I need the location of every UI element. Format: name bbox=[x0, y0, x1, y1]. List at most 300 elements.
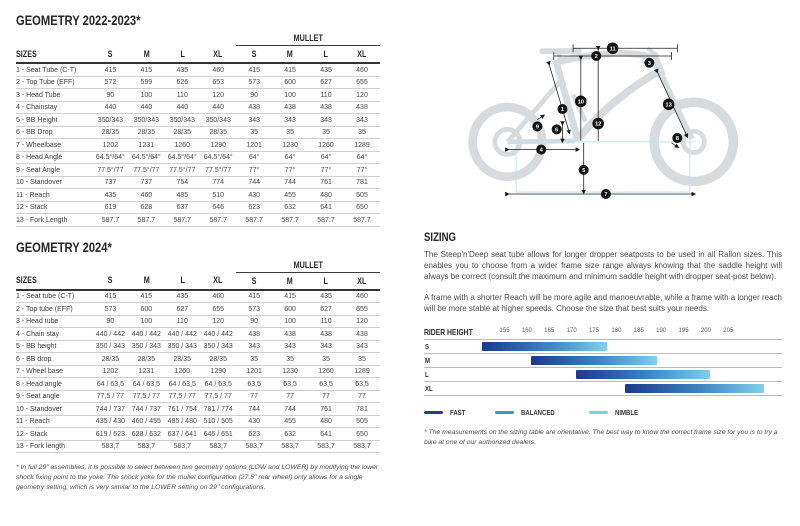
value-cell: 77,5 / 77 bbox=[164, 390, 200, 403]
value-cell: 64.5°/64° bbox=[164, 151, 200, 164]
value-cell: 90 bbox=[92, 89, 128, 102]
value-cell: 430 bbox=[236, 415, 272, 428]
value-cell: 77 bbox=[344, 390, 380, 403]
svg-text:4: 4 bbox=[539, 147, 543, 154]
row-label: 13 - Fork Length bbox=[16, 214, 92, 227]
value-cell: 64° bbox=[344, 151, 380, 164]
value-cell: 737 bbox=[128, 176, 164, 189]
value-cell: 435 bbox=[308, 63, 344, 76]
value-cell: 35 bbox=[272, 353, 308, 366]
value-cell: 64° bbox=[308, 151, 344, 164]
value-cell: 761 bbox=[308, 403, 344, 416]
geometry-table-2022-2023 bbox=[16, 32, 380, 227]
value-cell: 350/343 bbox=[200, 114, 236, 127]
value-cell: 64° bbox=[236, 151, 272, 164]
svg-text:2: 2 bbox=[594, 54, 598, 61]
value-cell: 28/35 bbox=[92, 126, 128, 139]
table-row bbox=[16, 440, 380, 453]
value-cell: 28/35 bbox=[200, 126, 236, 139]
value-cell: 77 bbox=[308, 390, 344, 403]
value-cell: 343 bbox=[236, 340, 272, 353]
table-row bbox=[16, 214, 380, 227]
value-cell: 343 bbox=[236, 114, 272, 127]
value-cell: 28/35 bbox=[128, 353, 164, 366]
size-header-row bbox=[16, 272, 380, 290]
value-cell: 646 bbox=[200, 201, 236, 214]
value-cell: 587.7 bbox=[200, 214, 236, 227]
value-cell: 653 bbox=[200, 76, 236, 89]
value-cell: 744 bbox=[272, 403, 308, 416]
value-cell: 343 bbox=[344, 340, 380, 353]
row-label: 10 - Standover bbox=[16, 403, 92, 416]
table-row bbox=[16, 176, 380, 189]
value-cell: 655 bbox=[344, 76, 380, 89]
value-cell: 583,7 bbox=[164, 440, 200, 453]
value-cell: 583,7 bbox=[92, 440, 128, 453]
row-label: 6 - BB drop bbox=[16, 353, 92, 366]
table-row bbox=[16, 164, 380, 177]
sizing-heading-text: SIZING bbox=[424, 230, 457, 244]
chart-row-M bbox=[424, 354, 782, 368]
value-cell: 460 bbox=[128, 189, 164, 202]
value-cell: 435 bbox=[164, 63, 200, 76]
value-cell: 761 bbox=[308, 176, 344, 189]
value-cell: 350 / 343 bbox=[128, 340, 164, 353]
size-range-bar bbox=[625, 384, 764, 393]
value-cell: 587.7 bbox=[128, 214, 164, 227]
value-cell: 350 / 343 bbox=[92, 340, 128, 353]
value-cell: 415 bbox=[92, 290, 128, 303]
value-cell: 415 bbox=[236, 290, 272, 303]
value-cell: 1201 bbox=[236, 139, 272, 152]
value-cell: 1202 bbox=[92, 139, 128, 152]
value-cell: 28/35 bbox=[164, 353, 200, 366]
chart-tick: 195 bbox=[678, 327, 689, 334]
dimension-badge-5 bbox=[579, 165, 589, 175]
value-cell: 1260 bbox=[308, 365, 344, 378]
chart-row-L bbox=[424, 368, 782, 382]
value-cell: 350/343 bbox=[128, 114, 164, 127]
value-cell: 90 bbox=[236, 89, 272, 102]
value-cell: 781 / 774 bbox=[200, 403, 236, 416]
value-cell: 455 bbox=[272, 415, 308, 428]
value-cell: 64 / 63,5 bbox=[200, 378, 236, 391]
row-label: 8 - Head Angle bbox=[16, 151, 92, 164]
value-cell: 350 / 343 bbox=[164, 340, 200, 353]
value-cell: 440 / 442 bbox=[164, 328, 200, 341]
value-cell: 744 bbox=[236, 403, 272, 416]
value-cell: 619 / 623 bbox=[92, 428, 128, 441]
size-range-bar bbox=[482, 342, 607, 351]
value-cell: 110 bbox=[308, 89, 344, 102]
size-col-header: L bbox=[164, 46, 200, 64]
value-cell: 505 bbox=[344, 189, 380, 202]
geometry-footnote: * In full 29" assemblies, it is possible to select between two geometry options (LOW and LOWER) by modifying the lower shock fixing point to the yoke. The shock yoke for the mullet configuration (27.5" rear wheel) only allows for a single geometry setting, which is very similar to the LOWER setting on 29" configurations. bbox=[16, 464, 379, 492]
value-cell: 637 bbox=[164, 201, 200, 214]
svg-text:12: 12 bbox=[594, 121, 602, 128]
value-cell: 438 bbox=[308, 328, 344, 341]
value-cell: 28/35 bbox=[164, 126, 200, 139]
table-row bbox=[16, 428, 380, 441]
value-cell: 28/35 bbox=[128, 126, 164, 139]
value-cell: 455 bbox=[272, 189, 308, 202]
row-label: 3 - Head Tube bbox=[16, 89, 92, 102]
value-cell: 64 / 63,5 bbox=[92, 378, 128, 391]
value-cell: 600 bbox=[272, 76, 308, 89]
value-cell: 77° bbox=[236, 164, 272, 177]
dimension-badge-1 bbox=[557, 104, 567, 114]
value-cell: 480 bbox=[308, 189, 344, 202]
table-row bbox=[16, 328, 380, 341]
value-cell: 587.7 bbox=[344, 214, 380, 227]
value-cell: 1290 bbox=[200, 365, 236, 378]
chart-tick: 170 bbox=[566, 327, 577, 334]
value-cell: 28/35 bbox=[200, 353, 236, 366]
value-cell: 77 bbox=[272, 390, 308, 403]
geometry-2024-title-text: GEOMETRY 2024* bbox=[16, 238, 112, 255]
row-label: 9 - Seat Angle bbox=[16, 164, 92, 177]
sizing-column bbox=[424, 0, 782, 448]
svg-text:9: 9 bbox=[535, 124, 539, 131]
svg-text:5: 5 bbox=[582, 168, 586, 175]
value-cell: 628 bbox=[128, 201, 164, 214]
value-cell: 63,5 bbox=[344, 378, 380, 391]
row-label: 1 - Seat tube (C-T) bbox=[16, 290, 92, 303]
value-cell: 781 bbox=[344, 403, 380, 416]
chart-header-row bbox=[424, 326, 782, 339]
sizing-section bbox=[424, 230, 782, 314]
value-cell: 350/343 bbox=[164, 114, 200, 127]
value-cell: 599 bbox=[128, 76, 164, 89]
size-col-header: S bbox=[92, 272, 128, 290]
chart-tick: 205 bbox=[723, 327, 734, 334]
value-cell: 1231 bbox=[128, 365, 164, 378]
row-label: 1 - Seat Tube (C-T) bbox=[16, 63, 92, 76]
value-cell: 110 bbox=[164, 89, 200, 102]
chart-row-label: M bbox=[425, 355, 430, 365]
value-cell: 619 bbox=[92, 201, 128, 214]
value-cell: 35 bbox=[344, 353, 380, 366]
value-cell: 100 bbox=[128, 89, 164, 102]
value-cell: 505 bbox=[344, 415, 380, 428]
dimension-badge-8 bbox=[672, 133, 682, 143]
value-cell: 627 bbox=[308, 76, 344, 89]
value-cell: 120 bbox=[344, 89, 380, 102]
value-cell: 350/343 bbox=[92, 114, 128, 127]
table-row bbox=[16, 315, 380, 328]
row-label: 12 - Stack bbox=[16, 428, 92, 441]
value-cell: 573 bbox=[92, 303, 128, 316]
value-cell: 35 bbox=[272, 126, 308, 139]
value-cell: 100 bbox=[128, 315, 164, 328]
dimension-badge-10 bbox=[575, 96, 587, 108]
value-cell: 415 bbox=[92, 63, 128, 76]
mullet-header-row bbox=[16, 32, 380, 46]
sizing-footnote: * The measurements on the sizing table are orientative. The best way to know the correct frame size for you is to try a bike at one of our authorized dealers. bbox=[424, 428, 778, 447]
row-label: 7 - Wheelbase bbox=[16, 139, 92, 152]
value-cell: 646 / 651 bbox=[200, 428, 236, 441]
table-row bbox=[16, 303, 380, 316]
value-cell: 100 bbox=[272, 89, 308, 102]
value-cell: 435 bbox=[164, 290, 200, 303]
row-label: 5 - BB Height bbox=[16, 114, 92, 127]
value-cell: 90 bbox=[236, 315, 272, 328]
table-row bbox=[16, 290, 380, 303]
value-cell: 415 bbox=[236, 63, 272, 76]
value-cell: 623 bbox=[236, 428, 272, 441]
value-cell: 35 bbox=[236, 126, 272, 139]
legend-label: NIMBLE bbox=[615, 407, 639, 417]
value-cell: 480 bbox=[308, 415, 344, 428]
value-cell: 1231 bbox=[128, 139, 164, 152]
value-cell: 35 bbox=[344, 126, 380, 139]
geometry-2022-2023-title bbox=[16, 12, 380, 28]
sizes-header: SIZES bbox=[16, 272, 92, 290]
value-cell: 120 bbox=[344, 315, 380, 328]
value-cell: 623 bbox=[236, 201, 272, 214]
value-cell: 415 bbox=[272, 63, 308, 76]
value-cell: 600 bbox=[272, 303, 308, 316]
row-label: 6 - BB Drop bbox=[16, 126, 92, 139]
size-col-header: XL bbox=[200, 272, 236, 290]
chart-title-text: RIDER HEIGHT bbox=[424, 326, 473, 337]
value-cell: 440 / 442 bbox=[128, 328, 164, 341]
value-cell: 650 bbox=[344, 201, 380, 214]
value-cell: 510 bbox=[200, 189, 236, 202]
table-row bbox=[16, 415, 380, 428]
size-col-header: M bbox=[272, 46, 308, 64]
value-cell: 110 bbox=[308, 315, 344, 328]
dimension-badge-11 bbox=[607, 42, 619, 54]
value-cell: 485 bbox=[164, 189, 200, 202]
size-col-header: XL bbox=[200, 46, 236, 64]
value-cell: 343 bbox=[272, 114, 308, 127]
table-row bbox=[16, 126, 380, 139]
value-cell: 587.7 bbox=[164, 214, 200, 227]
table-row bbox=[16, 76, 380, 89]
value-cell: 64.5°/64° bbox=[200, 151, 236, 164]
value-cell: 440 / 442 bbox=[200, 328, 236, 341]
value-cell: 438 bbox=[236, 328, 272, 341]
table-row bbox=[16, 390, 380, 403]
value-cell: 632 bbox=[272, 428, 308, 441]
chart-tick: 175 bbox=[589, 327, 600, 334]
value-cell: 1260 bbox=[308, 139, 344, 152]
value-cell: 77,5 / 77 bbox=[128, 390, 164, 403]
value-cell: 744 / 737 bbox=[92, 403, 128, 416]
value-cell: 460 bbox=[200, 290, 236, 303]
value-cell: 1260 bbox=[164, 365, 200, 378]
value-cell: 1230 bbox=[272, 139, 308, 152]
legend-label: FAST bbox=[450, 407, 466, 417]
table-row bbox=[16, 139, 380, 152]
legend-item-fast bbox=[424, 408, 469, 417]
legend-swatch-icon bbox=[424, 411, 443, 414]
chart-tick: 190 bbox=[656, 327, 667, 334]
legend-item-nimble bbox=[589, 408, 644, 417]
value-cell: 573 bbox=[236, 76, 272, 89]
row-label: 4 - Chain stay bbox=[16, 328, 92, 341]
value-cell: 64 / 63,5 bbox=[128, 378, 164, 391]
value-cell: 737 bbox=[92, 176, 128, 189]
size-col-header: L bbox=[308, 272, 344, 290]
geometry-table-2024 bbox=[16, 259, 380, 454]
value-cell: 460 bbox=[344, 63, 380, 76]
value-cell: 627 bbox=[308, 303, 344, 316]
geometry-2024-title bbox=[16, 239, 380, 255]
value-cell: 63,5 bbox=[308, 378, 344, 391]
value-cell: 587.7 bbox=[308, 214, 344, 227]
value-cell: 655 bbox=[344, 303, 380, 316]
dimension-badge-4 bbox=[536, 145, 546, 155]
row-label: 10 - Standover bbox=[16, 176, 92, 189]
sizing-heading bbox=[424, 230, 782, 244]
geometry-2022-2023-title-text: GEOMETRY 2022-2023* bbox=[16, 12, 141, 28]
value-cell: 1290 bbox=[200, 139, 236, 152]
value-cell: 460 / 455 bbox=[128, 415, 164, 428]
row-label: 7 - Wheel base bbox=[16, 365, 92, 378]
size-col-header: S bbox=[236, 46, 272, 64]
size-col-header: M bbox=[128, 272, 164, 290]
row-label: 3 - Head tube bbox=[16, 315, 92, 328]
value-cell: 600 bbox=[128, 303, 164, 316]
value-cell: 110 bbox=[164, 315, 200, 328]
value-cell: 63,5 bbox=[236, 378, 272, 391]
value-cell: 632 bbox=[272, 201, 308, 214]
value-cell: 655 bbox=[200, 303, 236, 316]
value-cell: 628 / 632 bbox=[128, 428, 164, 441]
value-cell: 438 bbox=[272, 328, 308, 341]
value-cell: 343 bbox=[272, 340, 308, 353]
value-cell: 35 bbox=[236, 353, 272, 366]
value-cell: 754 bbox=[164, 176, 200, 189]
rider-height-chart bbox=[424, 326, 782, 417]
value-cell: 460 bbox=[200, 63, 236, 76]
table-row bbox=[16, 151, 380, 164]
value-cell: 64° bbox=[272, 151, 308, 164]
value-cell: 435 / 430 bbox=[92, 415, 128, 428]
value-cell: 90 bbox=[92, 315, 128, 328]
value-cell: 430 bbox=[236, 189, 272, 202]
value-cell: 343 bbox=[308, 340, 344, 353]
value-cell: 64.5°/64° bbox=[92, 151, 128, 164]
sizing-paragraph-1: The Steep'n'Deep seat tube allows for longer dropper seatposts to be used in all Rallon sizes. This enables you to choose from a wider frame size range always knowing that the saddle height will always be correct (consult the maximum and minimum saddle height with dropper seat-post below). bbox=[424, 250, 782, 282]
dimension-badge-9 bbox=[532, 121, 542, 131]
value-cell: 627 bbox=[164, 303, 200, 316]
value-cell: 641 bbox=[308, 428, 344, 441]
row-label: 9 - Seat angle bbox=[16, 390, 92, 403]
value-cell: 1289 bbox=[344, 139, 380, 152]
row-label: 11 - Reach bbox=[16, 415, 92, 428]
svg-text:1: 1 bbox=[560, 107, 565, 114]
value-cell: 35 bbox=[308, 353, 344, 366]
value-cell: 438 bbox=[236, 101, 272, 114]
value-cell: 583,7 bbox=[308, 440, 344, 453]
svg-text:3: 3 bbox=[647, 60, 651, 67]
value-cell: 120 bbox=[200, 89, 236, 102]
row-label: 2 - Top Tube (EFF) bbox=[16, 76, 92, 89]
svg-text:11: 11 bbox=[609, 46, 616, 53]
svg-text:10: 10 bbox=[577, 99, 585, 106]
size-col-header: M bbox=[128, 46, 164, 64]
value-cell: 572 bbox=[92, 76, 128, 89]
size-col-header: XL bbox=[344, 46, 380, 64]
value-cell: 573 bbox=[236, 303, 272, 316]
value-cell: 587.7 bbox=[272, 214, 308, 227]
value-cell: 650 bbox=[344, 428, 380, 441]
chart-row-XL bbox=[424, 382, 782, 396]
size-col-header: M bbox=[272, 272, 308, 290]
value-cell: 1230 bbox=[272, 365, 308, 378]
value-cell: 77.5°/77 bbox=[128, 164, 164, 177]
value-cell: 1202 bbox=[92, 365, 128, 378]
value-cell: 641 bbox=[308, 201, 344, 214]
value-cell: 781 bbox=[344, 176, 380, 189]
value-cell: 440 / 442 bbox=[92, 328, 128, 341]
value-cell: 460 bbox=[344, 290, 380, 303]
legend-swatch-icon bbox=[495, 411, 514, 414]
dimension-badge-7 bbox=[601, 189, 611, 199]
value-cell: 343 bbox=[308, 114, 344, 127]
chart-row-S bbox=[424, 340, 782, 354]
value-cell: 64.5°/64° bbox=[128, 151, 164, 164]
legend-swatch-icon bbox=[589, 411, 608, 414]
row-label: 2 - Top tube (EFF) bbox=[16, 303, 92, 316]
row-label: 4 - Chainstay bbox=[16, 101, 92, 114]
row-label: 11 - Reach bbox=[16, 189, 92, 202]
chart-row-label: S bbox=[425, 341, 430, 351]
value-cell: 485 / 480 bbox=[164, 415, 200, 428]
value-cell: 415 bbox=[128, 290, 164, 303]
value-cell: 1201 bbox=[236, 365, 272, 378]
value-cell: 350 / 343 bbox=[200, 340, 236, 353]
dimension-badge-2 bbox=[591, 51, 601, 61]
dimension-badge-3 bbox=[644, 58, 654, 68]
value-cell: 587.7 bbox=[92, 214, 128, 227]
table-row bbox=[16, 353, 380, 366]
svg-text:6: 6 bbox=[555, 127, 559, 134]
geometry-tables-column bbox=[16, 12, 380, 494]
value-cell: 626 bbox=[164, 76, 200, 89]
table-row bbox=[16, 63, 380, 76]
row-label: 12 - Stack bbox=[16, 201, 92, 214]
value-cell: 583,7 bbox=[128, 440, 164, 453]
value-cell: 415 bbox=[128, 63, 164, 76]
value-cell: 77,5 / 77 bbox=[92, 390, 128, 403]
value-cell: 440 bbox=[164, 101, 200, 114]
value-cell: 744 / 737 bbox=[128, 403, 164, 416]
svg-text:7: 7 bbox=[604, 192, 608, 199]
value-cell: 77° bbox=[344, 164, 380, 177]
chart-tick: 160 bbox=[521, 327, 532, 334]
value-cell: 120 bbox=[200, 315, 236, 328]
mullet-header-row bbox=[16, 259, 380, 273]
size-col-header: XL bbox=[344, 272, 380, 290]
size-col-header: L bbox=[308, 46, 344, 64]
value-cell: 440 bbox=[200, 101, 236, 114]
table-row bbox=[16, 201, 380, 214]
chart-legend bbox=[424, 408, 782, 417]
value-cell: 64 / 63,5 bbox=[164, 378, 200, 391]
value-cell: 440 bbox=[92, 101, 128, 114]
size-col-header: L bbox=[164, 272, 200, 290]
legend-label: BALANCED bbox=[521, 407, 555, 417]
value-cell: 438 bbox=[344, 328, 380, 341]
row-label: 13 - Fork length bbox=[16, 440, 92, 453]
chart-tick: 200 bbox=[700, 327, 711, 334]
value-cell: 435 bbox=[92, 189, 128, 202]
row-label: 5 - BB height bbox=[16, 340, 92, 353]
